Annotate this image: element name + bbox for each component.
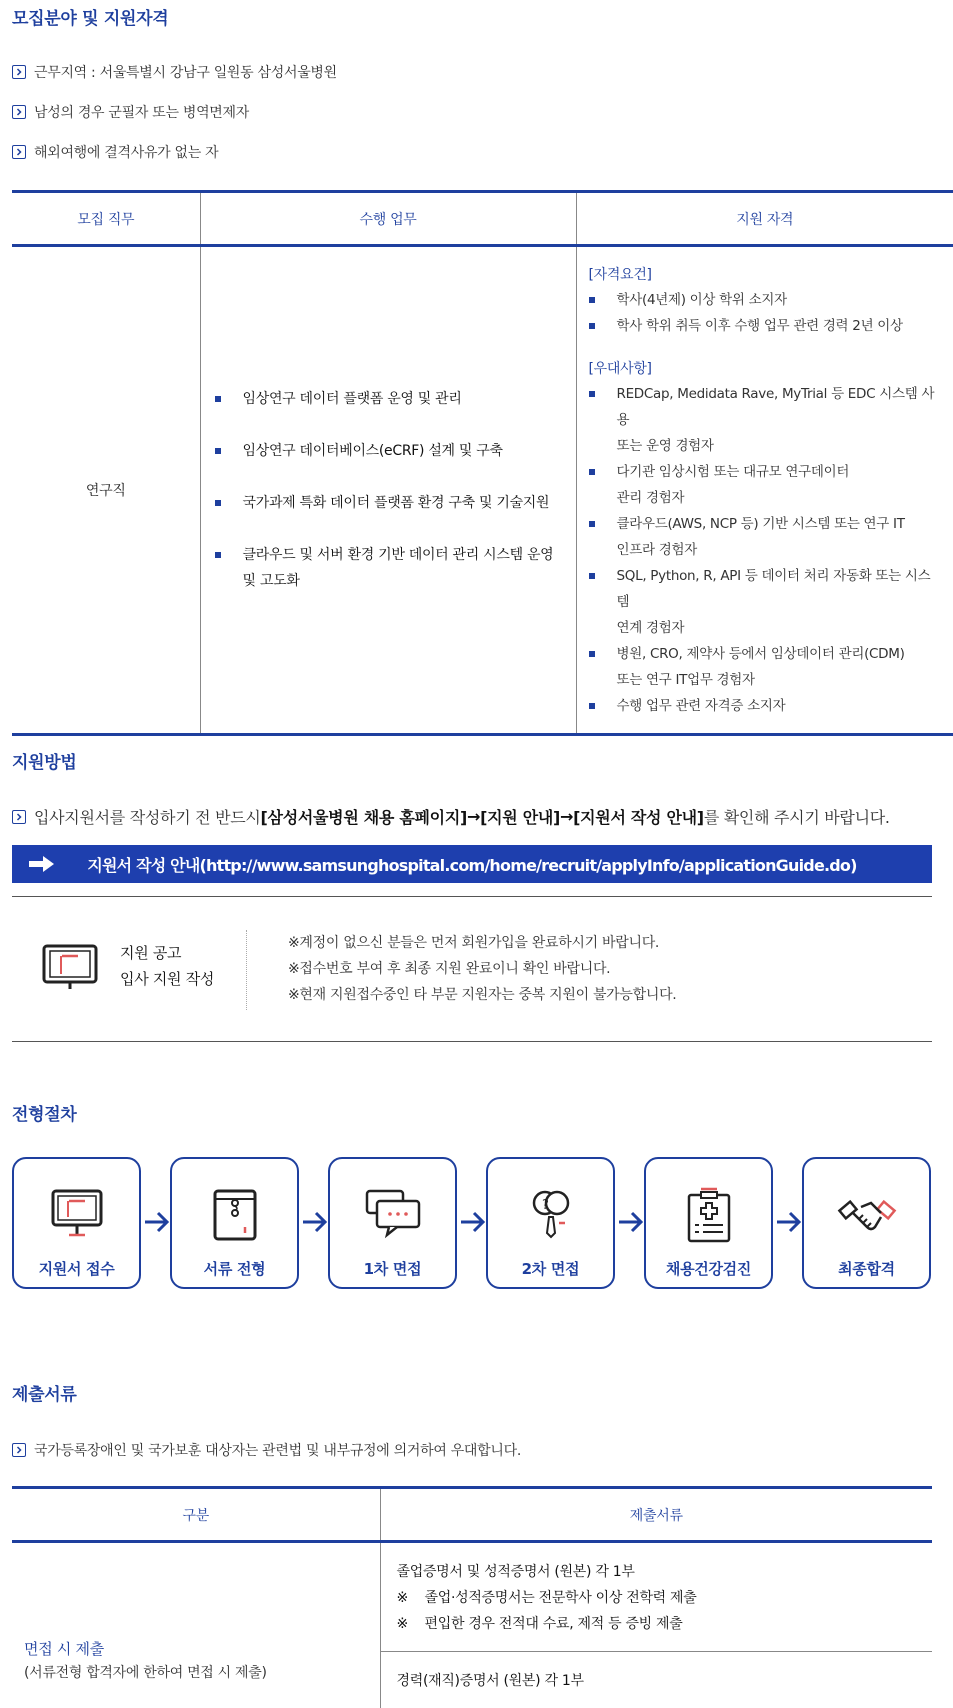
recruit-table [12, 190, 953, 736]
application-guide-link[interactable]: 지원서 작성 안내(http://www.samsunghospital.com/home/recruit/applyInfo/applicationGuide.do) [87, 855, 857, 875]
section-title-documents: 제출서류 [12, 1385, 77, 1405]
step-label: 채용건강검진 [665, 1260, 752, 1278]
step-label: 1차 면접 [363, 1260, 422, 1278]
step-application [12, 1157, 141, 1289]
header-documents: 제출서류 [380, 1488, 932, 1542]
documents-note: 국가등록장애인 및 국가보훈 대상자는 관련법 및 내부규정에 의거하여 우대합니다. [12, 1440, 521, 1460]
notice-item: ※현재 지원접수중인 타 부문 지원자는 중복 지원이 불가능합니다. [288, 987, 677, 1003]
preferred-item: SQL, Python, R, API 등 데이터 처리 자동화 또는 시스템 연계 경험자 [589, 563, 944, 641]
link-homepage[interactable]: [삼성서울병원 채용 홈페이지] [260, 808, 467, 827]
divider [12, 1041, 932, 1042]
bullet-text: 남성의 경우 군필자 또는 병역면제자 [34, 105, 249, 121]
section-title-recruit: 모집분야 및 지원자격 [12, 9, 169, 29]
duty-item: 임상연구 데이터 플랫폼 운영 및 관리 [215, 386, 564, 412]
interview-person-icon [488, 1187, 613, 1247]
link-apply-info[interactable]: [지원 안내] [480, 808, 561, 827]
arrow-right-icon [459, 1209, 487, 1235]
qualification-cell [576, 246, 953, 735]
bullet-travel [12, 142, 218, 162]
step-document-screening [170, 1157, 299, 1289]
notice-item: ※접수번호 부여 후 최종 지원 완료이니 확인 바랍니다. [288, 961, 611, 977]
arrow-right-icon [12, 853, 72, 875]
bullet-text: 해외여행에 결격사유가 없는 자 [34, 145, 219, 161]
medical-clipboard-icon [646, 1187, 771, 1247]
handshake-icon [804, 1187, 929, 1247]
preferred-item: 병원, CRO, 제약사 등에서 임상데이터 관리(CDM) 또는 연구 IT업무 경험자 [589, 641, 944, 693]
document-envelope-icon [172, 1187, 297, 1247]
arrow-right-icon [301, 1209, 329, 1235]
apply-instruction: 입사지원서를 작성하기 전 반드시 [삼성서울병원 채용 홈페이지] → [지원 안내] → [지원서 작성 안내] 를 확인해 주시기 바랍니다. [12, 805, 890, 828]
preferred-item: 수행 업무 관련 자격증 소지자 [589, 693, 944, 719]
chevron-right-icon [12, 105, 26, 119]
dotted-divider [246, 930, 247, 1010]
duty-item: 국가과제 특화 데이터 플랫폼 환경 구축 및 기술지원 [215, 490, 564, 516]
duty-item: 클라우드 및 서버 환경 기반 데이터 관리 시스템 운영 및 고도화 [215, 542, 564, 594]
header-duty: 수행 업무 [200, 192, 576, 246]
section-title-apply: 지원방법 [12, 753, 77, 773]
required-heading: [자격요건] [588, 267, 652, 283]
step-label: 2차 면접 [521, 1260, 580, 1278]
document-career: 경력(재직)증명서 (원본) 각 1부 [396, 1673, 584, 1689]
arrow-right-icon [617, 1209, 645, 1235]
chevron-right-icon [12, 65, 26, 79]
preferred-item: 다기관 임상시험 또는 대규모 연구데이터 관리 경험자 [589, 459, 944, 511]
step-label: 최종합격 [838, 1260, 895, 1278]
step-health-check [644, 1157, 773, 1289]
step-final-pass [802, 1157, 931, 1289]
step-label: 서류 전형 [203, 1260, 266, 1278]
section-title-process: 전형절차 [12, 1105, 77, 1125]
chevron-right-icon [12, 145, 26, 159]
duty-item: 임상연구 데이터베이스(eCRF) 설계 및 구축 [215, 438, 564, 464]
bullet-military [12, 102, 249, 122]
duty-cell [200, 246, 576, 735]
notice-list [288, 930, 676, 1008]
preferred-heading: [우대사항] [588, 361, 652, 377]
notice-label: 지원 공고 입사 지원 작성 [120, 944, 215, 988]
monitor-icon [14, 1187, 139, 1247]
chat-bubbles-icon [330, 1187, 455, 1247]
category-cell [12, 1542, 380, 1708]
preferred-item: REDCap, Medidata Rave, MyTrial 등 EDC 시스템 사용 또는 운영 경험자 [589, 381, 944, 459]
arrow-right-icon [143, 1209, 171, 1235]
step-second-interview [486, 1157, 615, 1289]
documents-table [12, 1486, 932, 1708]
application-guide-link-bar[interactable] [12, 845, 932, 883]
monitor-icon [42, 942, 98, 996]
link-application-guide[interactable]: [지원서 작성 안내] [573, 808, 704, 827]
arrow-right-icon [775, 1209, 803, 1235]
step-first-interview [328, 1157, 457, 1289]
notice-item: ※계정이 없으신 분들은 먼저 회원가입을 완료하시기 바랍니다. [288, 935, 660, 951]
process-steps [12, 1157, 932, 1289]
chevron-right-icon [12, 1443, 26, 1457]
bullet-location [12, 62, 337, 82]
chevron-right-icon [12, 810, 26, 824]
header-job: 모집 직무 [12, 192, 200, 246]
required-item: 학사(4년제) 이상 학위 소지자 [589, 287, 944, 313]
category-sub: (서류전형 합격자에 한하여 면접 시 제출) [24, 1665, 267, 1681]
step-label: 지원서 접수 [38, 1260, 115, 1278]
category-main: 면접 시 제출 [24, 1640, 104, 1658]
bullet-text: 근무지역 : 서울특별시 강남구 일원동 삼성서울병원 [34, 65, 337, 81]
job-cell: 연구직 [85, 483, 126, 499]
header-qualification: 지원 자격 [576, 192, 953, 246]
preferred-item: 클라우드(AWS, NCP 등) 기반 시스템 또는 연구 IT 인프라 경험자 [589, 511, 944, 563]
svg-text:?: ? [541, 1198, 549, 1213]
document-graduation: 졸업증명서 및 성적증명서 (원본) 각 1부 ※ 졸업·성적증명서는 전문학사 이상 전학력 제출 ※ 편입한 경우 전적대 수료, 제적 등 증빙 제출 [381, 1543, 933, 1652]
documents-cell [380, 1542, 932, 1708]
required-item: 학사 학위 취득 이후 수행 업무 관련 경력 2년 이상 [589, 313, 944, 339]
divider [12, 896, 932, 897]
header-category: 구분 [12, 1488, 380, 1542]
